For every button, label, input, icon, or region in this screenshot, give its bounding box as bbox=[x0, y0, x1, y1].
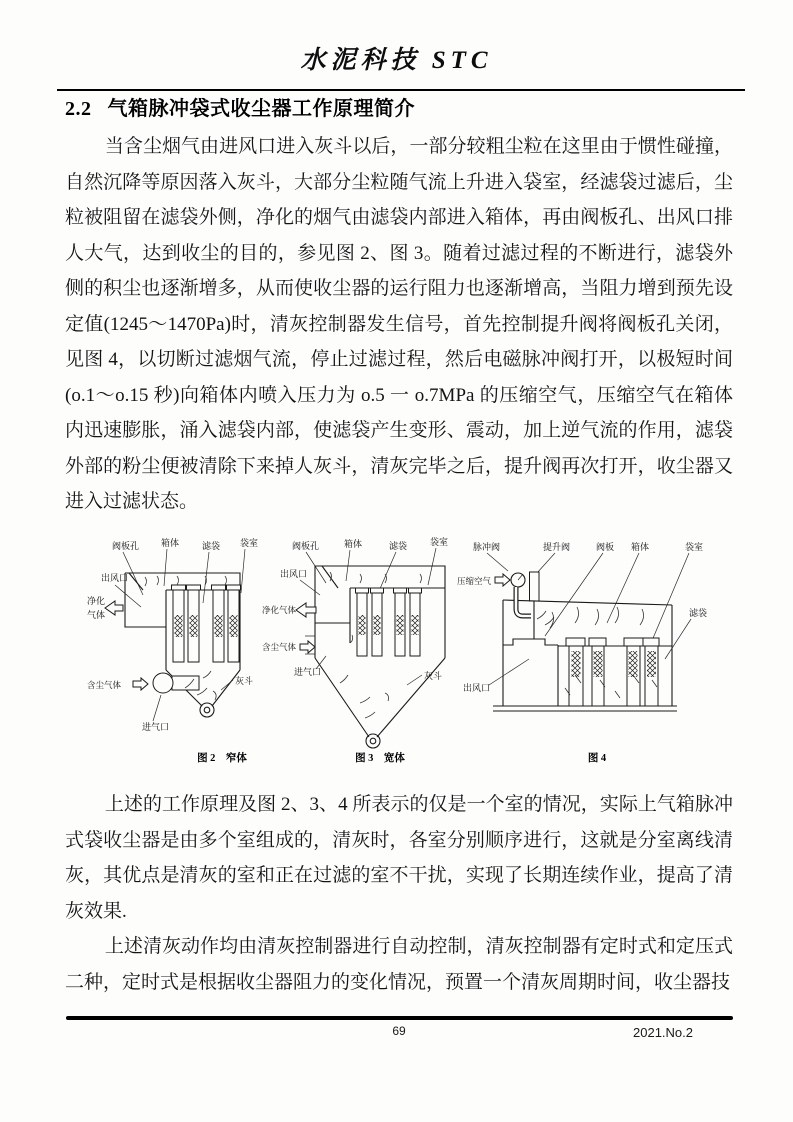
fig3-label-clean-gas: 净化气体 bbox=[262, 605, 297, 615]
clean-gas-arrow-icon bbox=[296, 603, 316, 617]
issue-label: 2021.No.2 bbox=[633, 1025, 693, 1040]
page-number: 69 bbox=[392, 1024, 406, 1038]
fig3-label-filter-bag: 滤袋 bbox=[389, 541, 408, 551]
fig3-label-air-inlet: 进气口 bbox=[294, 667, 322, 677]
paragraph-controller: 上述清灰动作均由清灰控制器进行自动控制，清灰控制器有定时式和定压式二种，定时式是根据收尘器阻力的变化情况，预置一个清灰周期时间，收尘器技 bbox=[65, 936, 733, 993]
fig2-label-air-outlet: 出风口 bbox=[101, 573, 129, 583]
fig4-label-lift-valve: 提升阀 bbox=[543, 542, 571, 552]
fig4-label-filter-bag: 滤袋 bbox=[688, 608, 707, 618]
section-heading bbox=[65, 96, 733, 123]
fig3-label-box-body: 箱体 bbox=[344, 539, 363, 549]
paragraph-working-principle: 当含尘烟气由进风口进入灰斗以后，一部分较粗尘粒在这里由于惯性碰撞，自然沉降等原因落入灰斗，大部分尘粒随气流上升进入袋室，经滤袋过滤后，尘粒被阻留在滤袋外侧，净化的烟气由滤袋内部进入箱体，再由阀板孔、出风口排人大气，达到收尘的目的，参见图 2、图 3。随着过滤过程的不断进行，滤袋外侧的积尘也逐渐增多，从而使收尘器的运行阻力也逐渐增高，当阻力增到预先设定值(1245～1470Pa)时，清灰控制器发生信号，首先控制提升阀将阀板孔关闭，见图 4，以切断过滤烟气流，停止过滤过程，然后电磁脉冲阀打开，以极短时间(o.1～o.15 秒)向箱体内喷入压力为 o.5 一 o.7MPa 的压缩空气，压缩空气在箱体内迅速膨胀，涌入滤袋内部，使滤袋产生变形、震动，加上逆气流的作用，滤袋外部的粉尘便被清除下来掉人灰斗，清灰完毕之后，提升阀再次打开，收尘器又进入过滤状态。 bbox=[65, 136, 733, 512]
compressed-air-fitting-icon bbox=[495, 574, 510, 586]
header-divider bbox=[57, 89, 745, 91]
fig2-label-filter-bag: 滤袋 bbox=[202, 541, 221, 551]
footer-divider bbox=[66, 1016, 733, 1020]
page-footer bbox=[65, 1024, 733, 1046]
figures-row bbox=[85, 523, 715, 773]
fig3-label-valve-plate-hole: 阀板孔 bbox=[292, 541, 320, 551]
fig2-filter-bags bbox=[172, 585, 241, 662]
fig2-label-clean-gas-1: 净化 bbox=[87, 596, 106, 606]
fig4-label-compressed-air: 压缩空气 bbox=[457, 576, 492, 586]
clean-gas-arrow-icon bbox=[105, 601, 123, 615]
fig2-label-dusty-gas: 含尘气体 bbox=[87, 680, 122, 690]
fig4-filter-bags bbox=[566, 638, 659, 706]
dusty-gas-arrow-icon bbox=[133, 678, 148, 690]
fig3-caption: 图 3 宽体 bbox=[355, 753, 405, 764]
journal-title: 水泥科技 STC bbox=[300, 47, 493, 74]
fig2-label-ash-hopper: 灰斗 bbox=[235, 676, 254, 686]
fig3-label-dusty-gas: 含尘气体 bbox=[262, 642, 297, 652]
fig4-caption: 图 4 bbox=[587, 753, 607, 764]
fig2-caption: 图 2 窄体 bbox=[197, 753, 247, 764]
fig2-label-bag-chamber: 袋室 bbox=[239, 538, 258, 548]
fig4-label-pulse-valve: 脉冲阀 bbox=[473, 542, 501, 552]
fig3-label-air-outlet: 出风口 bbox=[280, 569, 308, 579]
section-title: 气箱脉冲袋式收尘器工作原理简介 bbox=[107, 98, 415, 120]
fig3-filter-bags bbox=[356, 588, 422, 656]
fig2-label-valve-plate-hole: 阀板孔 bbox=[112, 541, 140, 551]
dusty-gas-arrow-icon bbox=[300, 641, 315, 653]
paragraph-multi-chamber: 上述的工作原理及图 2、3、4 所表示的仅是一个室的情况，实际上气箱脉冲式袋收尘器是由多个室组成的，清灰时，各室分别顺序进行，这就是分室离线清灰，其优点是清灰的室和正在过滤的室不干扰，实现了长期连续作业，提高了清灰效果. bbox=[65, 794, 733, 922]
figure4-pulse-cleaning-diagram bbox=[455, 523, 715, 773]
figure3-wide-body-diagram bbox=[260, 523, 455, 773]
fig4-label-air-outlet: 出风口 bbox=[463, 683, 491, 693]
fig2-label-clean-gas-2: 气体 bbox=[87, 610, 106, 620]
fig3-label-ash-hopper: 灰斗 bbox=[424, 671, 443, 681]
figure2-narrow-body-diagram bbox=[85, 523, 260, 773]
fig4-label-valve-plate: 阀板 bbox=[596, 542, 615, 552]
fig2-label-box-body: 箱体 bbox=[161, 538, 180, 548]
fig2-label-air-inlet: 进气口 bbox=[142, 722, 170, 732]
fig4-label-bag-chamber: 袋室 bbox=[684, 542, 703, 552]
fig3-label-bag-chamber: 袋室 bbox=[429, 537, 448, 547]
section-number: 2.2 bbox=[65, 98, 92, 120]
fig4-label-box-body: 箱体 bbox=[631, 542, 650, 552]
